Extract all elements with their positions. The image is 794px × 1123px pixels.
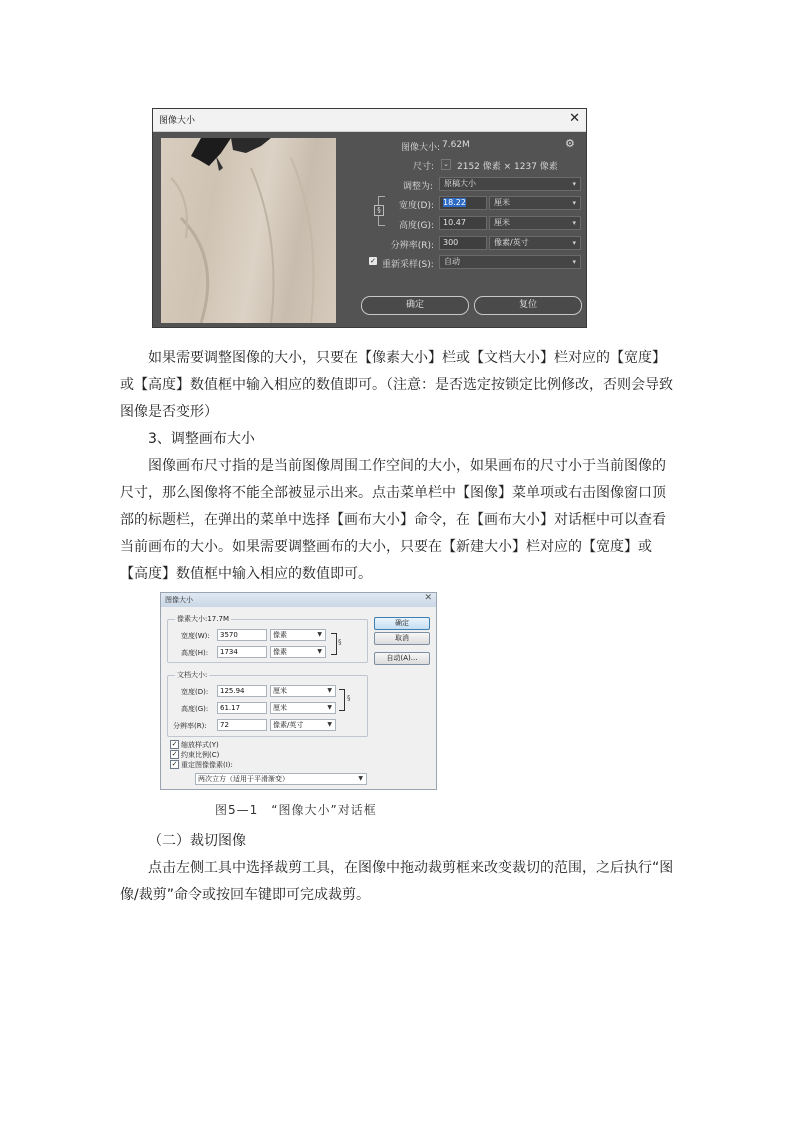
dimensions-value: 2152 像素 × 1237 像素 (457, 162, 558, 172)
link-bracket (339, 689, 345, 711)
height-value: 10.47 (443, 218, 466, 227)
heading-canvas-size: 3、调整画布大小 (148, 431, 255, 447)
chevron-down-icon: ▼ (358, 775, 363, 782)
auto-button[interactable]: 自动(A)... (374, 652, 430, 665)
resolution-label: 分辨率(R): (390, 241, 434, 251)
cancel-button[interactable]: 取消 (374, 632, 430, 645)
ok-button[interactable]: 确定 (374, 617, 430, 630)
doc-height-label: 高度(G): (181, 705, 209, 713)
doc-width-label: 宽度(D): (181, 688, 209, 696)
fit-value: 原稿大小 (444, 179, 476, 188)
chevron-down-icon: ▼ (317, 631, 322, 638)
resolution-unit-select[interactable] (270, 719, 336, 731)
resample-checkbox[interactable]: ✓ (171, 760, 178, 768)
image-size-label: 图像大小: (400, 143, 440, 153)
pixel-width-unit: 像素 (273, 631, 287, 639)
scale-styles-label: 缩放样式(Y) (181, 741, 219, 749)
preview-texture (161, 138, 336, 323)
dialog-titlebar (161, 593, 436, 607)
pixel-height-unit: 像素 (273, 648, 287, 656)
width-value: 18.22 (443, 198, 466, 207)
ok-button[interactable]: 确定 (361, 296, 469, 315)
figure-caption: 图5—1 “图像大小”对话框 (215, 803, 377, 817)
doc-height-unit: 厘米 (273, 704, 287, 712)
scale-styles-checkbox[interactable]: ✓ (171, 740, 178, 748)
doc-height-input[interactable] (217, 702, 267, 714)
pixel-width-label: 宽度(W): (181, 632, 210, 640)
resample-label: 重新采样(S): (382, 260, 434, 270)
resolution-unit-select[interactable] (489, 236, 581, 250)
fit-label: 调整为: (402, 182, 433, 192)
resample-select[interactable] (439, 255, 581, 269)
document-size-group-label: 文档大小: (177, 671, 208, 679)
constrain-label: 约束比例(C) (181, 751, 220, 759)
gear-icon[interactable]: ⚙ (565, 137, 575, 150)
resample-label: 重定图像像素(I): (181, 761, 233, 769)
dimensions-label: 尺寸: (412, 162, 434, 172)
pixel-width-value: 3570 (220, 631, 238, 639)
resolution-input[interactable] (217, 719, 267, 731)
chevron-down-icon: ▼ (327, 721, 332, 728)
chevron-down-icon: ▾ (572, 258, 576, 266)
dialog-title: 图像大小 (165, 596, 193, 604)
resolution-input[interactable] (439, 236, 487, 250)
height-input[interactable] (439, 216, 487, 230)
resolution-unit: 像素/英寸 (273, 721, 304, 729)
close-icon[interactable]: ✕ (424, 593, 432, 603)
reset-button[interactable]: 复位 (474, 296, 582, 315)
paragraph-image-size: 如果需要调整图像的大小，只要在【像素大小】栏或【文档大小】栏对应的【宽度】或【高度】数值框中输入相应的数值即可。（注意：是否选定按锁定比例修改，否则会导致图像是否变形） (120, 350, 673, 420)
pixel-height-input[interactable] (217, 646, 267, 658)
dialog-title: 图像大小 (159, 116, 196, 126)
constrain-checkbox[interactable]: ✓ (171, 750, 178, 758)
close-icon[interactable]: ✕ (569, 111, 580, 126)
chevron-down-icon: ▼ (327, 704, 332, 711)
width-label: 宽度(D): (399, 201, 434, 211)
link-bracket (331, 633, 337, 655)
heading-crop: （二）裁切图像 (148, 833, 246, 849)
chevron-down-icon: ▼ (327, 687, 332, 694)
width-input[interactable] (439, 196, 487, 210)
pixel-height-unit-select[interactable] (270, 646, 326, 658)
resolution-unit: 像素/英寸 (494, 238, 529, 247)
chevron-down-icon: ▾ (572, 199, 576, 207)
height-unit: 厘米 (494, 218, 510, 227)
resample-value: 自动 (444, 257, 460, 266)
doc-width-input[interactable] (217, 685, 267, 697)
image-size-dialog-photoshop (152, 108, 587, 328)
chain-link-icon: § (347, 694, 351, 702)
dialog-titlebar (153, 109, 586, 132)
chevron-down-icon[interactable]: ⌄ (441, 159, 451, 170)
pixel-height-label: 高度(H): (181, 649, 209, 657)
doc-width-value: 125.94 (220, 687, 245, 695)
chevron-down-icon: ▼ (317, 648, 322, 655)
doc-height-unit-select[interactable] (270, 702, 336, 714)
pixel-width-unit-select[interactable] (270, 629, 326, 641)
image-size-dialog-classic (160, 592, 437, 790)
chain-link-icon[interactable]: § (374, 205, 384, 216)
paragraph-canvas-size: 图像画布尺寸指的是当前图像周围工作空间的大小，如果画布的尺寸小于当前图像的尺寸，那么图像将不能全部被显示出来。点击菜单栏中【图像】菜单项或右击图像窗口顶部的标题栏，在弹出的菜单中选择【画布大小】命令，在【画布大小】对话框中可以查看当前画布的大小。如果需要调整画布的大小，只要在【新建大小】栏对应的【宽度】或【高度】数值框中输入相应的数值即可。 (120, 458, 666, 582)
chevron-down-icon: ▾ (572, 239, 576, 247)
width-unit: 厘米 (494, 198, 510, 207)
resample-method-select[interactable] (195, 773, 367, 785)
resolution-value: 72 (220, 721, 229, 729)
chain-link-icon: § (338, 638, 342, 646)
image-preview[interactable] (161, 138, 336, 323)
resample-method: 两次立方（适用于平滑渐变） (198, 775, 289, 783)
resample-checkbox[interactable]: ✓ (370, 257, 376, 265)
resolution-label: 分辨率(R): (173, 722, 207, 730)
pixel-height-value: 1734 (220, 648, 238, 656)
pixel-width-input[interactable] (217, 629, 267, 641)
image-size-value: 7.62M (442, 140, 470, 150)
height-label: 高度(G): (398, 221, 434, 231)
chevron-down-icon: ▾ (572, 219, 576, 227)
pixel-size-group-label: 像素大小:17.7M (177, 615, 229, 623)
doc-height-value: 61.17 (220, 704, 241, 712)
paragraph-crop: 点击左侧工具中选择裁剪工具，在图像中拖动裁剪框来改变裁切的范围，之后执行“图像/裁剪”命令或按回车键即可完成裁剪。 (120, 860, 674, 903)
width-unit-select[interactable] (489, 196, 581, 210)
height-unit-select[interactable] (489, 216, 581, 230)
resolution-value: 300 (443, 238, 459, 247)
chevron-down-icon: ▾ (572, 180, 576, 188)
fit-select[interactable] (439, 177, 581, 191)
doc-width-unit: 厘米 (273, 687, 287, 695)
doc-width-unit-select[interactable] (270, 685, 336, 697)
